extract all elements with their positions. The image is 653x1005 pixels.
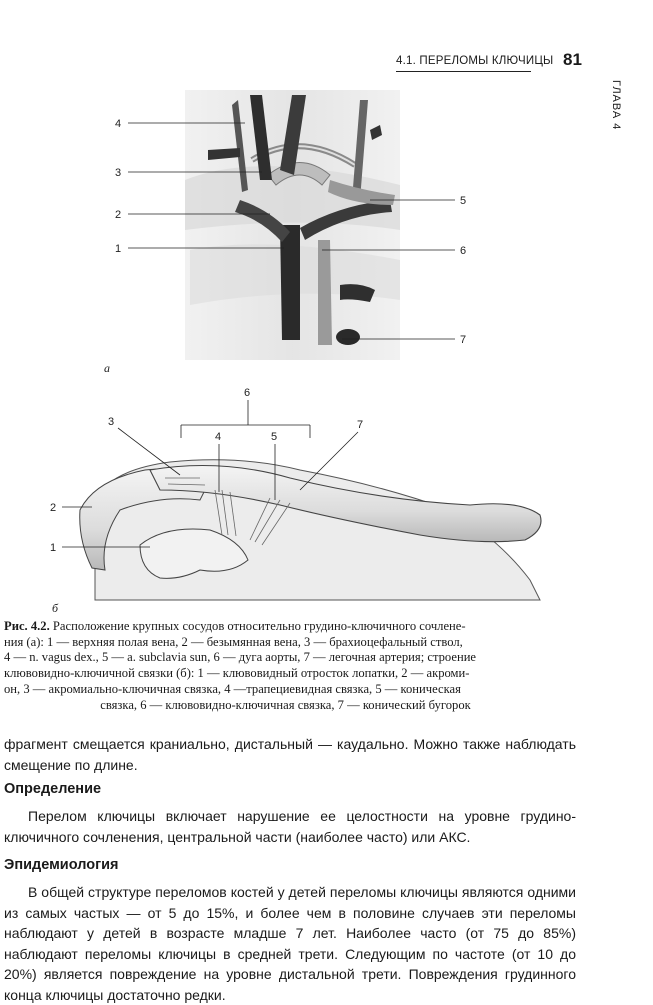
caption-line-4: клювовидно-ключичной связки (б): 1 — клювовидный отросток лопатки, 2 — акроми-	[4, 666, 470, 681]
caption-label: Рис. 4.2.	[4, 619, 50, 633]
fig-b-label-6: 6	[244, 387, 251, 399]
fig-b-label-5: 5	[271, 431, 278, 443]
fig-a-label-2: 2	[115, 209, 122, 221]
fig-b-label-1: 1	[50, 542, 57, 554]
fig-b-label-3: 3	[108, 416, 115, 428]
paragraph-continuation: фрагмент смещается краниально, дистальный — каудально. Можно также наблюдать смещение по длине.	[4, 736, 576, 773]
fig-b-label-2: 2	[50, 502, 57, 514]
fig-a-label-4: 4	[115, 118, 122, 130]
fig-a-label-6: 6	[460, 245, 467, 257]
fig-b-label-4: 4	[215, 431, 222, 443]
fig-a-panel-letter: а	[104, 361, 110, 375]
fig-b-panel-letter: б	[52, 601, 59, 615]
caption-line-1: Расположение крупных сосудов относительно грудино-ключичного сочлене-	[52, 619, 466, 633]
page-number: 81	[563, 50, 582, 69]
heading-epidemiology: Эпидемиология	[4, 857, 119, 873]
caption-line-3: 4 — n. vagus dex., 5 — a. subclavia sun, 6 — дуга аорты, 7 — легочная артерия; строение	[4, 650, 477, 665]
fig-a-label-5: 5	[460, 195, 467, 207]
heading-definition: Определение	[4, 781, 102, 797]
paragraph-definition: Перелом ключицы включает нарушение ее целостности на уровне грудино-ключичного сочленения, центральной части (наиболее часто) или АКС.	[4, 808, 576, 845]
chapter-side-tab: ГЛАВА 4	[610, 80, 622, 131]
caption-line-2: ния (а): 1 — верхняя полая вена, 2 — безымянная вена, 3 — брахиоцефальный ствол,	[4, 634, 463, 649]
caption-line-5: он, 3 — акромиально-ключичная связка, 4 —трапециевидная связка, 5 — коническая	[4, 681, 461, 696]
figure-caption	[4, 619, 567, 713]
fig-a-label-1: 1	[115, 243, 122, 255]
running-header-title: 4.1. ПЕРЕЛОМЫ КЛЮЧИЦЫ	[396, 55, 554, 67]
fig-b-label-7: 7	[357, 419, 364, 431]
fig-a-label-7: 7	[460, 334, 467, 346]
fig-a-label-3: 3	[115, 167, 122, 179]
caption-line-6: связка, 6 — клювовидно-ключичная связка, 7 — конический бугорок	[100, 697, 471, 712]
panel-b-illustration	[50, 387, 541, 615]
panel-a-illustration	[104, 90, 466, 375]
paragraph-epidemiology: В общей структуре переломов костей у детей переломы ключицы являются одними из самых частых — от 5 до 15%, и более чем в половине случаев эти переломы наблюдают у детей в возрасте младше 7 лет. Наиболее часто (от 75 до 85%) наблюдают переломы ключицы в средней трети. Следующим по частоте (от 10 до 20%) является повреждение на уровне дистальной трети. Повреждения грудинного конца ключицы достаточно редки.	[4, 884, 576, 1003]
